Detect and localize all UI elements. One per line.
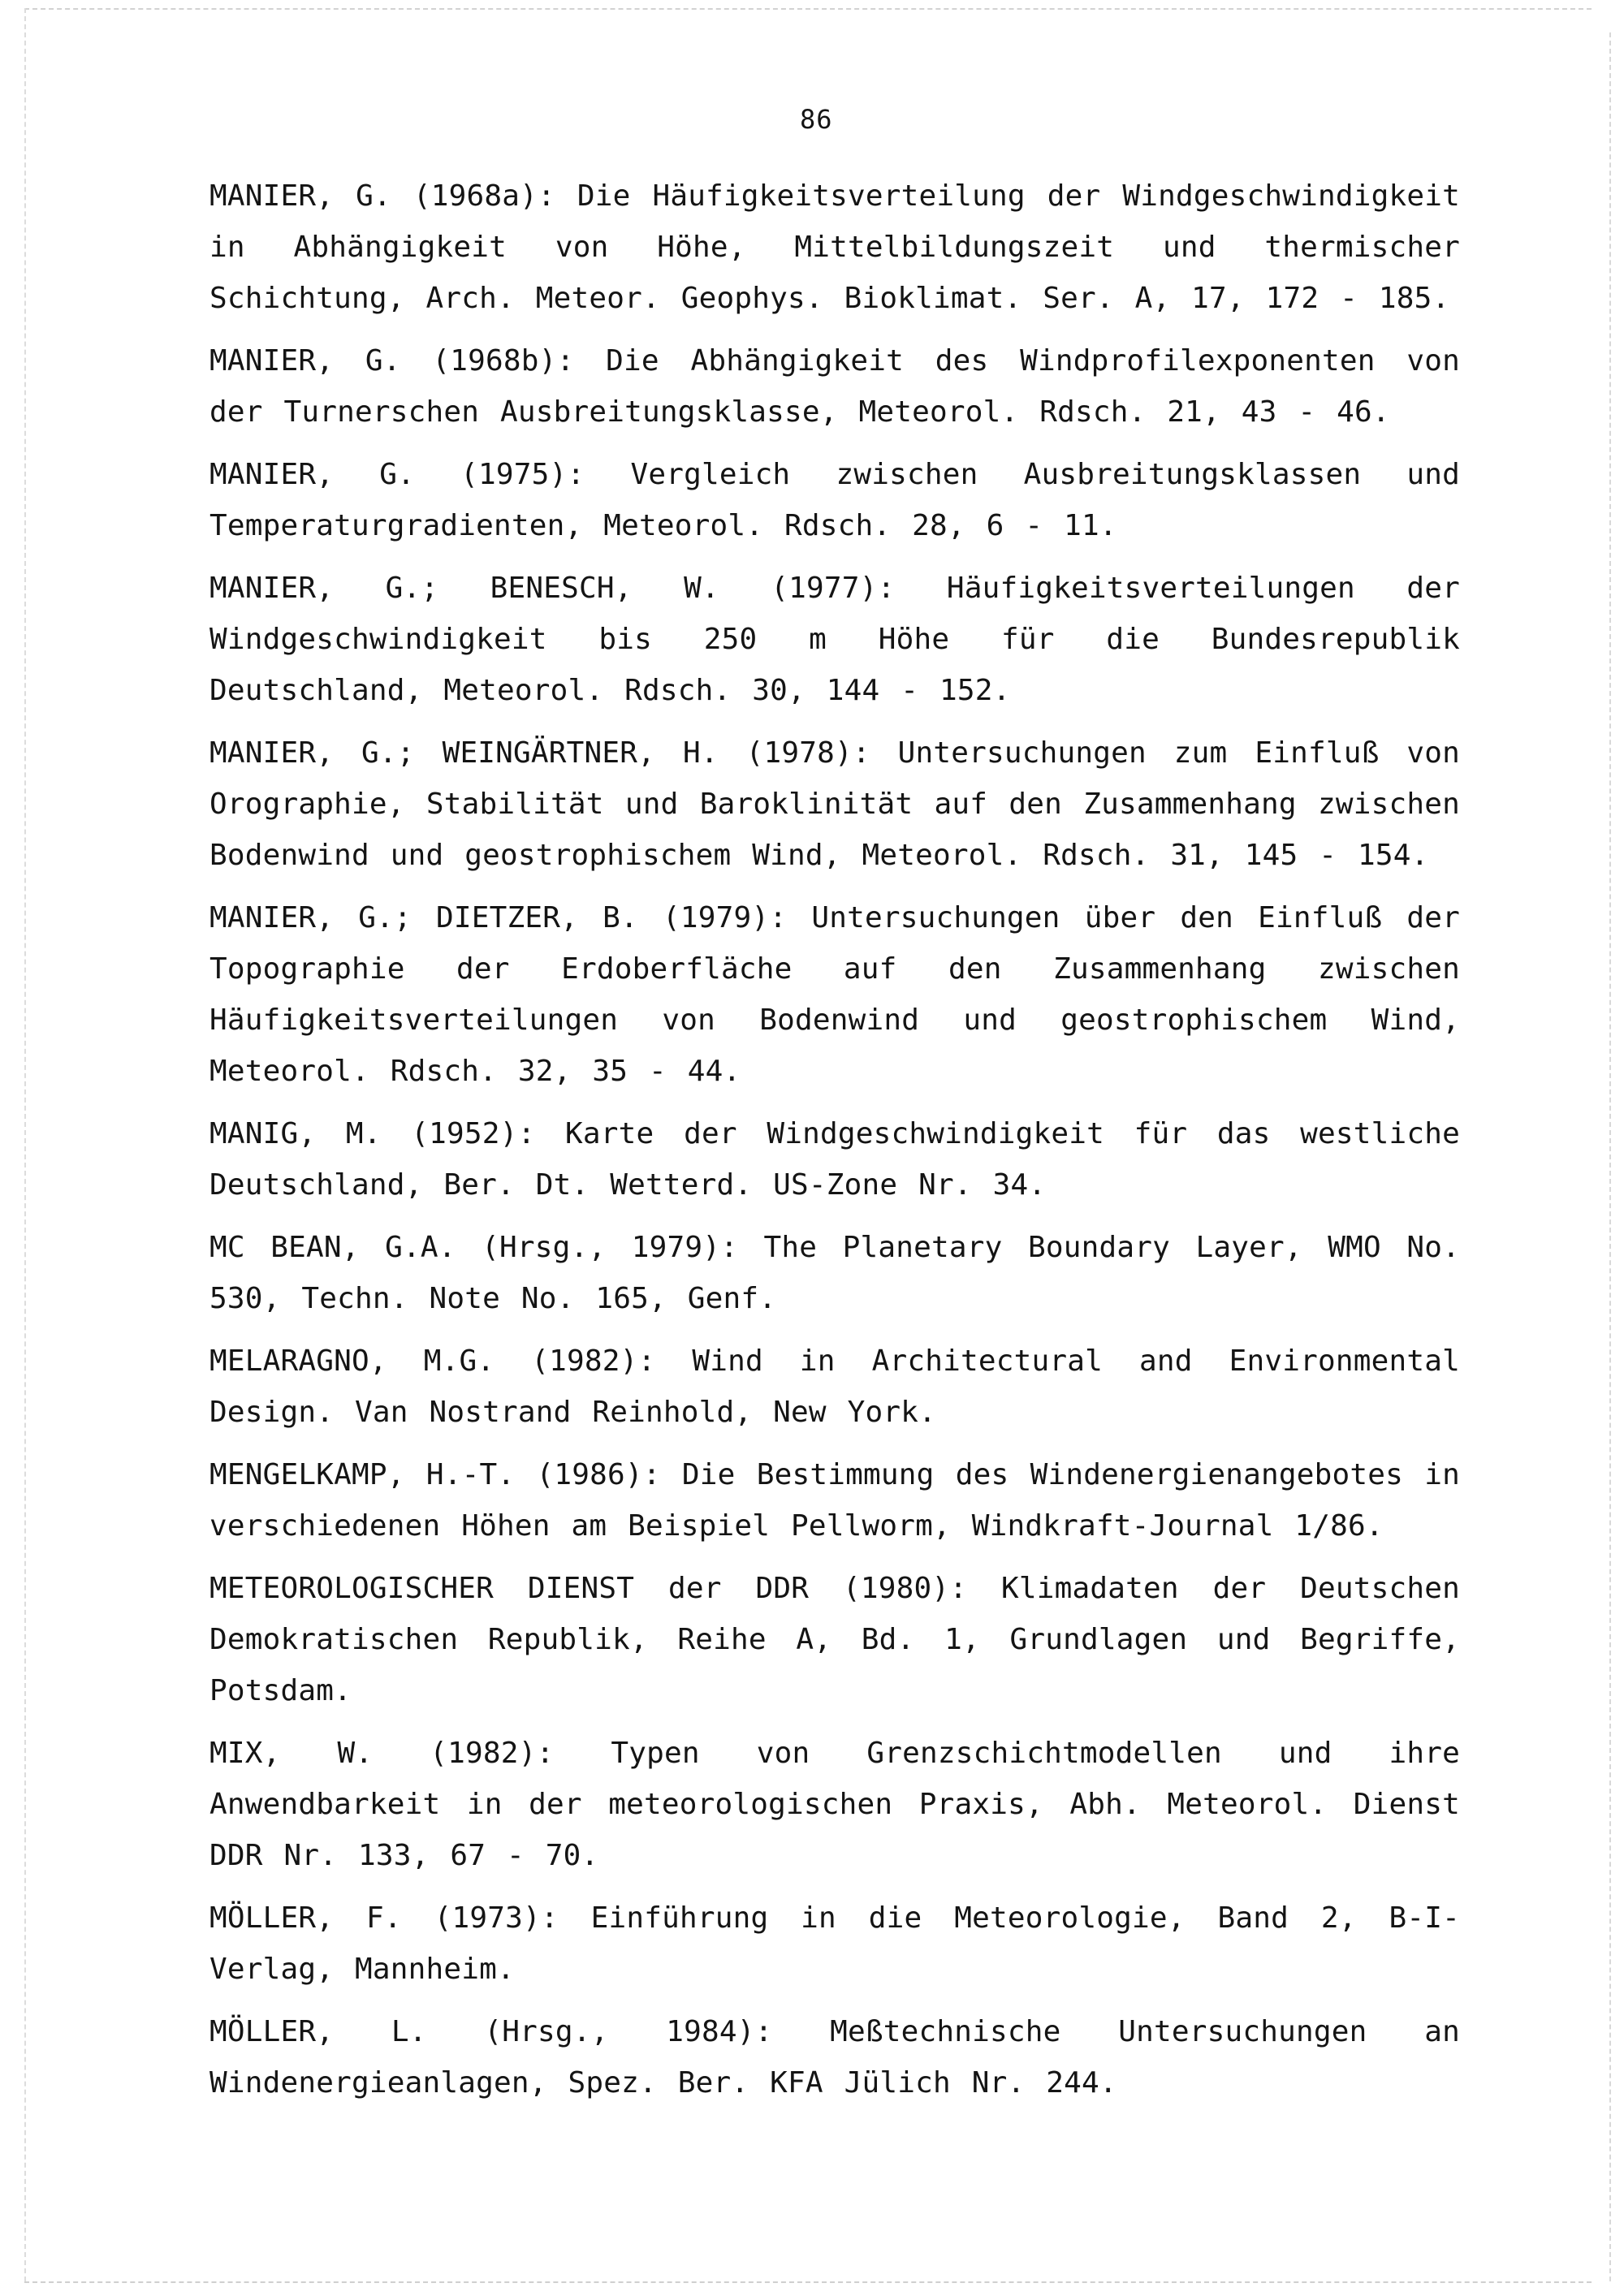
- reference-entry: MÖLLER, L. (Hrsg., 1984): Meßtechnische Untersuchungen an Windenergieanlagen, Spez. Ber. KFA Jülich Nr. 244.: [209, 2015, 1460, 2100]
- reference-entry: MANIER, G.; BENESCH, W. (1977): Häufigkeitsverteilungen der Windgeschwindigkeit bis 250 m Höhe für die Bundesrepublik Deutschland, Meteorol. Rdsch. 30, 144 - 152.: [209, 572, 1460, 707]
- page-number: 86: [800, 104, 833, 135]
- reference-entry: MC BEAN, G.A. (Hrsg., 1979): The Planetary Boundary Layer, WMO No. 530, Techn. Note No. 165, Genf.: [209, 1231, 1460, 1315]
- reference-entry: MELARAGNO, M.G. (1982): Wind in Architectural and Environmental Design. Van Nostrand Reinhold, New York.: [209, 1344, 1460, 1429]
- scan-border-bottom: [24, 2281, 1592, 2283]
- scan-border-right: [1609, 32, 1611, 2281]
- reference-entry: MANIER, G.; WEINGÄRTNER, H. (1978): Untersuchungen zum Einfluß von Orographie, Stabilität und Baroklinität auf den Zusammenhang zwischen Bodenwind und geostrophischem Wind, Meteorol. Rdsch. 31, 145 - 154.: [209, 736, 1460, 872]
- reference-list: [209, 170, 1460, 2120]
- reference-entry: MANIER, G. (1968b): Die Abhängigkeit des Windprofilexponenten von der Turnerschen Ausbreitungsklasse, Meteorol. Rdsch. 21, 43 - 46.: [209, 344, 1460, 429]
- reference-entry: MANIG, M. (1952): Karte der Windgeschwindigkeit für das westliche Deutschland, Ber. Dt. Wetterd. US-Zone Nr. 34.: [209, 1117, 1460, 1202]
- reference-entry: MANIER, G. (1968a): Die Häufigkeitsverteilung der Windgeschwindigkeit in Abhängigkeit von Höhe, Mittelbildungszeit und thermischer Schichtung, Arch. Meteor. Geophys. Bioklimat. Ser. A, 17, 172 - 185.: [209, 179, 1460, 315]
- reference-entry: METEOROLOGISCHER DIENST der DDR (1980): Klimadaten der Deutschen Demokratischen Republik, Reihe A, Bd. 1, Grundlagen und Begriffe, Potsdam.: [209, 1572, 1460, 1707]
- reference-entry: MÖLLER, F. (1973): Einführung in die Meteorologie, Band 2, B-I-Verlag, Mannheim.: [209, 1901, 1460, 1986]
- reference-entry: MANIER, G.; DIETZER, B. (1979): Untersuchungen über den Einfluß der Topographie der Erdoberfläche auf den Zusammenhang zwischen Häufigkeitsverteilungen von Bodenwind und geostrophischem Wind, Meteorol. Rdsch. 32, 35 - 44.: [209, 901, 1460, 1088]
- reference-entry: MANIER, G. (1975): Vergleich zwischen Ausbreitungsklassen und Temperaturgradienten, Meteorol. Rdsch. 28, 6 - 11.: [209, 458, 1460, 542]
- scan-border-top: [24, 8, 1592, 10]
- reference-entry: MENGELKAMP, H.-T. (1986): Die Bestimmung des Windenergienangebotes in verschiedenen Höhen am Beispiel Pellworm, Windkraft-Journal 1/86.: [209, 1458, 1460, 1543]
- scan-border-left: [24, 8, 26, 2281]
- reference-entry: MIX, W. (1982): Typen von Grenzschichtmodellen und ihre Anwendbarkeit in der meteorologischen Praxis, Abh. Meteorol. Dienst DDR Nr. 133, 67 - 70.: [209, 1737, 1460, 1872]
